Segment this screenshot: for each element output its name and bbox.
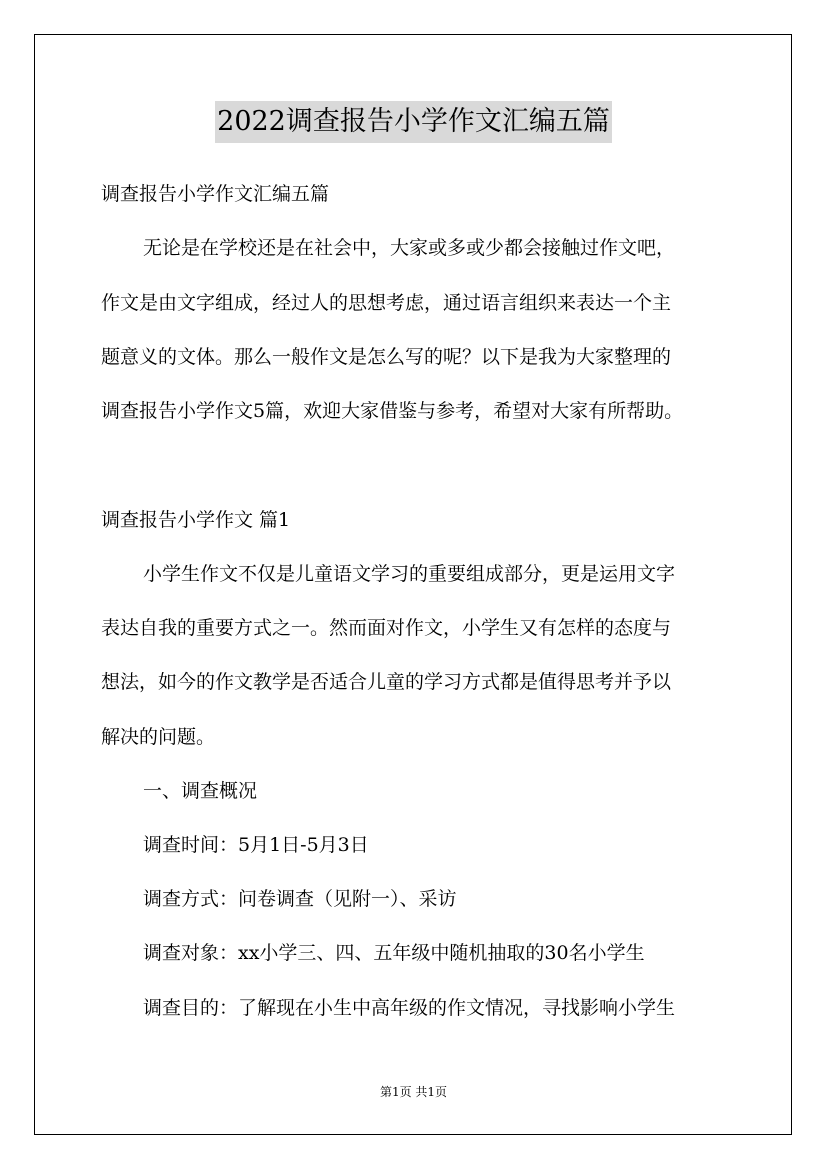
section-heading: 调查报告小学作文 篇1	[101, 509, 291, 531]
page-footer: 第1页 共1页	[379, 1085, 448, 1099]
paragraph-line: 表达自我的重要方式之一。然而面对作文，小学生又有怎样的态度与	[101, 617, 672, 639]
survey-time: 调查时间：5月1日-5月3日	[143, 834, 369, 856]
paragraph-line: 作文是由文字组成，经过人的思想考虑，通过语言组织来表达一个主	[101, 292, 672, 314]
subtitle-line: 调查报告小学作文汇编五篇	[101, 183, 330, 205]
survey-purpose: 调查目的：了解现在小生中高年级的作文情况，寻找影响小学生	[143, 997, 676, 1019]
paragraph-line: 解决的问题。	[101, 726, 216, 748]
paragraph-line: 想法，如今的作文教学是否适合儿童的学习方式都是值得思考并予以	[101, 671, 672, 693]
paragraph-line: 题意义的文体。那么一般作文是怎么写的呢？以下是我为大家整理的	[101, 346, 672, 368]
survey-subjects: 调查对象：xx小学三、四、五年级中随机抽取的30名小学生	[143, 942, 645, 964]
paragraph-line: 小学生作文不仅是儿童语文学习的重要组成部分，更是运用文字	[143, 563, 676, 585]
title-container	[0, 101, 827, 143]
document-title: 2022调查报告小学作文汇编五篇	[215, 101, 612, 143]
paragraph-line: 无论是在学校还是在社会中，大家或多或少都会接触过作文吧，	[143, 237, 676, 259]
survey-method: 调查方式：问卷调查（见附一）、采访	[143, 888, 457, 910]
subsection-heading: 一、调查概况	[143, 780, 258, 802]
paragraph-line: 调查报告小学作文5篇，欢迎大家借鉴与参考，希望对大家有所帮助。	[101, 400, 684, 422]
